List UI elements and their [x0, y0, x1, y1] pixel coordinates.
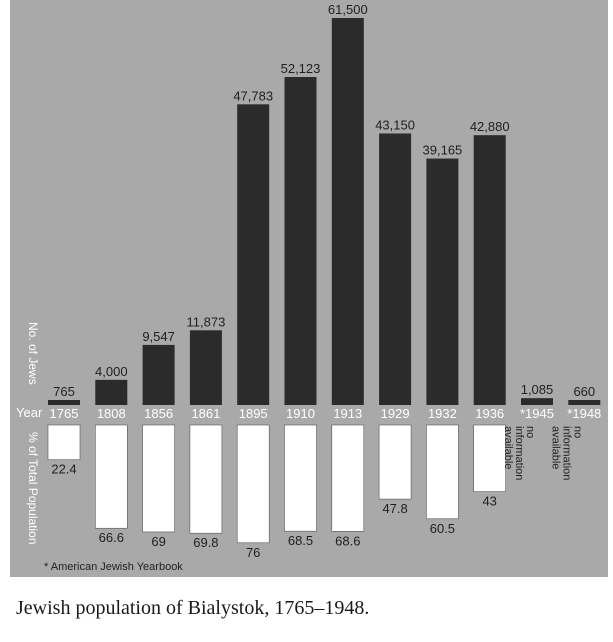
- lower-axis-label: % of Total Population: [26, 432, 40, 545]
- jews-value-label: 43,150: [375, 117, 415, 133]
- percent-value-label: 69.8: [193, 535, 219, 551]
- year-tick-label: 1765: [49, 406, 79, 421]
- percent-value-label: 66.6: [98, 530, 124, 546]
- percent-value-label: 68.5: [287, 533, 314, 549]
- jews-value-label: 61,500: [327, 2, 368, 17]
- percent-bar: [332, 425, 364, 531]
- figure-caption: Jewish population of Bialystok, 1765–1948.: [16, 597, 370, 619]
- percent-bar: [237, 425, 269, 543]
- year-axis-label: Year: [16, 405, 43, 420]
- jews-bar: [143, 345, 175, 405]
- jews-bar: [426, 159, 458, 405]
- percent-value-label: 69: [151, 533, 166, 549]
- year-tick-label: 1932: [427, 406, 457, 421]
- jews-value-label: 660: [573, 384, 596, 399]
- jews-bar: [568, 400, 600, 405]
- percent-value-label: 43: [482, 493, 497, 509]
- footnote: * American Jewish Yearbook: [44, 561, 183, 573]
- jews-value-label: 39,165: [422, 142, 463, 158]
- no-information-note: noinformationavailable: [549, 426, 584, 481]
- jews-bar: [521, 398, 553, 405]
- jews-value-label: 4,000: [95, 363, 128, 379]
- year-tick-label: 1910: [286, 406, 315, 421]
- year-tick-label: 1913: [333, 406, 363, 421]
- year-tick-label: 1856: [144, 406, 174, 421]
- year-tick-label: 1808: [96, 406, 126, 421]
- jews-bar: [474, 135, 506, 405]
- percent-bar: [474, 425, 506, 492]
- year-tick-label: 1936: [475, 406, 505, 421]
- jews-value-label: 11,873: [186, 314, 226, 330]
- jews-bar: [237, 104, 269, 405]
- percent-bar: [48, 425, 80, 460]
- percent-bar: [95, 425, 127, 528]
- percent-bar: [285, 425, 317, 531]
- percent-bar: [190, 425, 222, 533]
- year-tick-label: 1861: [191, 406, 221, 421]
- year-tick-label: *1945: [520, 406, 554, 421]
- jews-bar: [190, 330, 222, 405]
- percent-value-label: 68.6: [335, 533, 361, 549]
- jews-bar: [379, 133, 411, 405]
- jews-value-label: 52,123: [280, 61, 321, 77]
- jews-bar: [48, 400, 80, 405]
- jews-value-label: 47,783: [233, 88, 274, 104]
- year-tick-label: *1948: [567, 406, 602, 421]
- percent-bar: [379, 425, 411, 499]
- percent-value-label: 76: [245, 544, 261, 560]
- jews-value-label: 765: [53, 384, 75, 399]
- year-tick-label: 1929: [380, 406, 410, 421]
- year-tick-label: 1895: [238, 406, 268, 421]
- jews-bar: [285, 77, 317, 405]
- jews-value-label: 1,085: [520, 382, 554, 398]
- percent-value-label: 47.8: [382, 501, 408, 517]
- percent-value-label: 60.5: [429, 520, 456, 536]
- jews-value-label: 9,547: [142, 328, 175, 344]
- percent-bar: [143, 425, 175, 532]
- percent-bar: [426, 425, 458, 519]
- jews-bar: [95, 380, 127, 405]
- jews-bar: [332, 18, 364, 405]
- no-information-note: noinformationavailable: [502, 426, 536, 481]
- jews-value-label: 42,880: [469, 119, 510, 135]
- percent-value-label: 22.4: [51, 461, 77, 477]
- y-axis-label: No. of Jews: [26, 322, 40, 385]
